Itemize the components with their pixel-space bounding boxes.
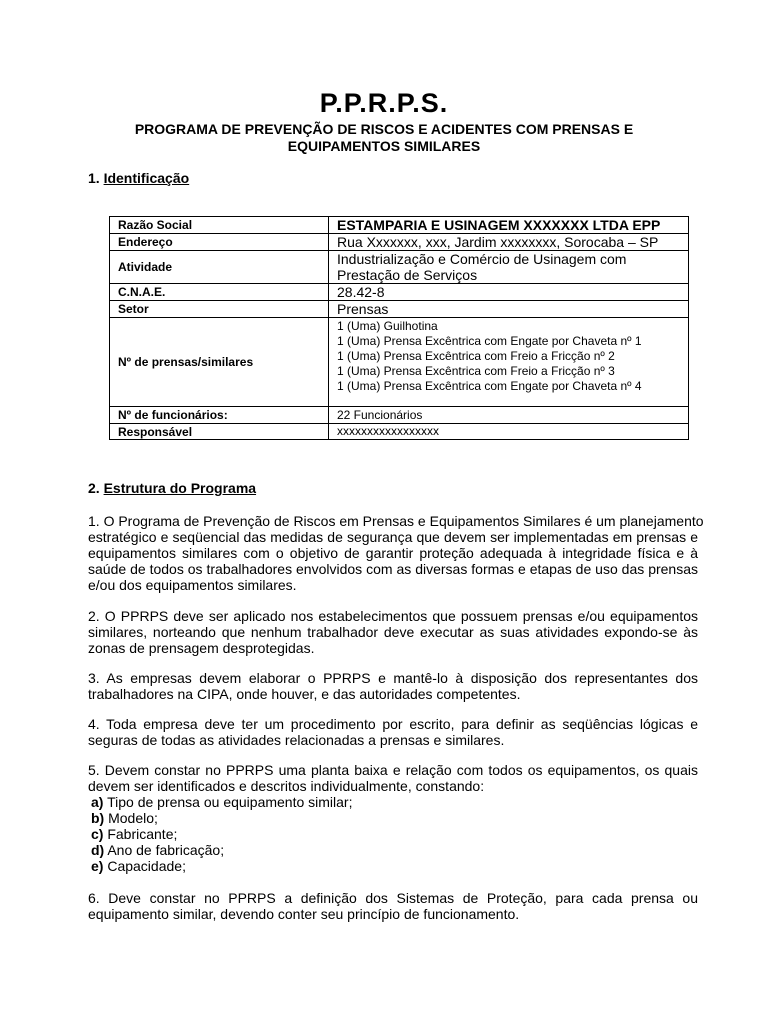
text-line: trabalhadores na CIPA, onde houver, e das autoridades competentes. xyxy=(88,686,521,702)
text-line: 3. As empresas devem elaborar o PPRPS e mantê-lo à disposição dos representantes dos xyxy=(88,670,698,686)
list-item xyxy=(91,826,353,842)
text-line: seguras de todas as atividades relacionadas a prensas e similares. xyxy=(88,732,505,748)
row-value: xxxxxxxxxxxxxxxxx xyxy=(329,424,689,440)
paragraph-4 xyxy=(88,716,698,748)
row-label: C.N.A.E. xyxy=(110,284,329,301)
text-line: 1. O Programa de Prevenção de Riscos em Prensas e Equipamentos Similares é um planejamento xyxy=(88,513,704,529)
row-label: Atividade xyxy=(110,251,329,284)
list-item: 1 (Uma) Prensa Excêntrica com Engate por Chaveta nº 4 xyxy=(337,379,642,393)
table-row xyxy=(110,301,689,318)
item-text: Tipo de prensa ou equipamento similar; xyxy=(103,794,353,810)
list-item xyxy=(91,794,353,810)
subtitle-line: EQUIPAMENTOS SIMILARES xyxy=(287,138,481,154)
item-letter: d) xyxy=(91,842,105,858)
row-label: Setor xyxy=(110,301,329,318)
text-line: 4. Toda empresa deve ter um procedimento por escrito, para definir as seqüências lógicas e xyxy=(88,716,698,732)
text-line: 6. Deve constar no PPRPS a definição dos Sistemas de Proteção, para cada prensa ou xyxy=(88,890,698,906)
section-2-heading xyxy=(88,480,256,496)
section-title: Identificação xyxy=(103,170,190,186)
list-item xyxy=(91,858,353,874)
section-1-heading xyxy=(88,170,189,186)
item-text: Modelo; xyxy=(104,810,158,826)
item-text: Ano de fabricação; xyxy=(104,842,225,858)
paragraph-5 xyxy=(88,762,698,794)
text-line: 2. O PPRPS deve ser aplicado nos estabelecimentos que possuem prensas e/ou equipamentos xyxy=(88,608,698,624)
section-title: Estrutura do Programa xyxy=(103,480,257,496)
value-line: Industrialização e Comércio de Usinagem com xyxy=(337,251,627,267)
text-line: estratégico e seqüencial das medidas de segurança que devem ser implementadas em prensas e xyxy=(88,529,698,545)
section-number: 1. xyxy=(88,170,100,186)
text-line: e/ou dos equipamentos similares. xyxy=(88,577,297,593)
section-number: 2. xyxy=(88,480,100,496)
row-value: Prensas xyxy=(329,301,689,318)
row-label: Nº de funcionários: xyxy=(110,407,329,424)
row-value: 28.42-8 xyxy=(329,284,689,301)
item-letter: e) xyxy=(91,858,104,874)
list-item: 1 (Uma) Prensa Excêntrica com Engate por Chaveta nº 1 xyxy=(337,334,642,348)
row-value: Rua Xxxxxxx, xxx, Jardim xxxxxxxx, Sorocaba – SP xyxy=(329,234,689,251)
list-item xyxy=(91,842,353,858)
table-row xyxy=(110,217,689,234)
item-text: Fabricante; xyxy=(103,826,178,842)
paragraph-3 xyxy=(88,670,698,702)
text-line: zonas de prensagem desprotegidas. xyxy=(88,640,315,656)
list-item: 1 (Uma) Guilhotina xyxy=(337,319,438,333)
table-row xyxy=(110,424,689,440)
paragraph-1 xyxy=(88,513,704,593)
document-title: P.P.R.P.S. xyxy=(319,88,449,118)
identification-table xyxy=(109,216,689,440)
text-line: similares, norteando que nenhum trabalhador deve executar as suas atividades expondo-se às xyxy=(88,624,698,640)
text-line: equipamento similar, devendo conter seu princípio de funcionamento. xyxy=(88,906,520,922)
row-label: Endereço xyxy=(110,234,329,251)
document-subtitle xyxy=(100,121,668,155)
table-row xyxy=(110,318,689,407)
table-row xyxy=(110,284,689,301)
paragraph-5-items xyxy=(91,794,353,874)
text-line: 5. Devem constar no PPRPS uma planta baixa e relação com todos os equipamentos, os quais xyxy=(88,762,698,778)
text-line: saúde de todos os trabalhadores envolvidos com as diversas formas e etapas de uso das prensas xyxy=(88,561,698,577)
list-item: 1 (Uma) Prensa Excêntrica com Freio a Fricção nº 2 xyxy=(337,349,615,363)
item-text: Capacidade; xyxy=(103,858,186,874)
table-row xyxy=(110,251,689,284)
subtitle-line: PROGRAMA DE PREVENÇÃO DE RISCOS E ACIDENTES COM PRENSAS E xyxy=(134,121,634,137)
row-value: ESTAMPARIA E USINAGEM XXXXXXX LTDA EPP xyxy=(329,217,689,234)
row-value xyxy=(329,251,689,284)
row-value: 22 Funcionários xyxy=(329,407,689,424)
row-label: Razão Social xyxy=(110,217,329,234)
text-line: devem ser identificados e descritos individualmente, constando: xyxy=(88,778,485,794)
item-letter: a) xyxy=(91,794,104,810)
table-row xyxy=(110,407,689,424)
row-label: Responsável xyxy=(110,424,329,440)
paragraph-2 xyxy=(88,608,698,656)
row-label: Nº de prensas/similares xyxy=(110,318,329,407)
item-letter: c) xyxy=(91,826,104,842)
paragraph-6 xyxy=(88,890,698,922)
value-line: Prestação de Serviços xyxy=(337,267,478,283)
list-item xyxy=(91,810,353,826)
list-item: 1 (Uma) Prensa Excêntrica com Freio a Fricção nº 3 xyxy=(337,364,615,378)
row-value xyxy=(329,318,689,407)
table-row xyxy=(110,234,689,251)
text-line: equipamentos similares com o objetivo de garantir proteção adequada à integridade física e à xyxy=(88,545,698,561)
item-letter: b) xyxy=(91,810,105,826)
